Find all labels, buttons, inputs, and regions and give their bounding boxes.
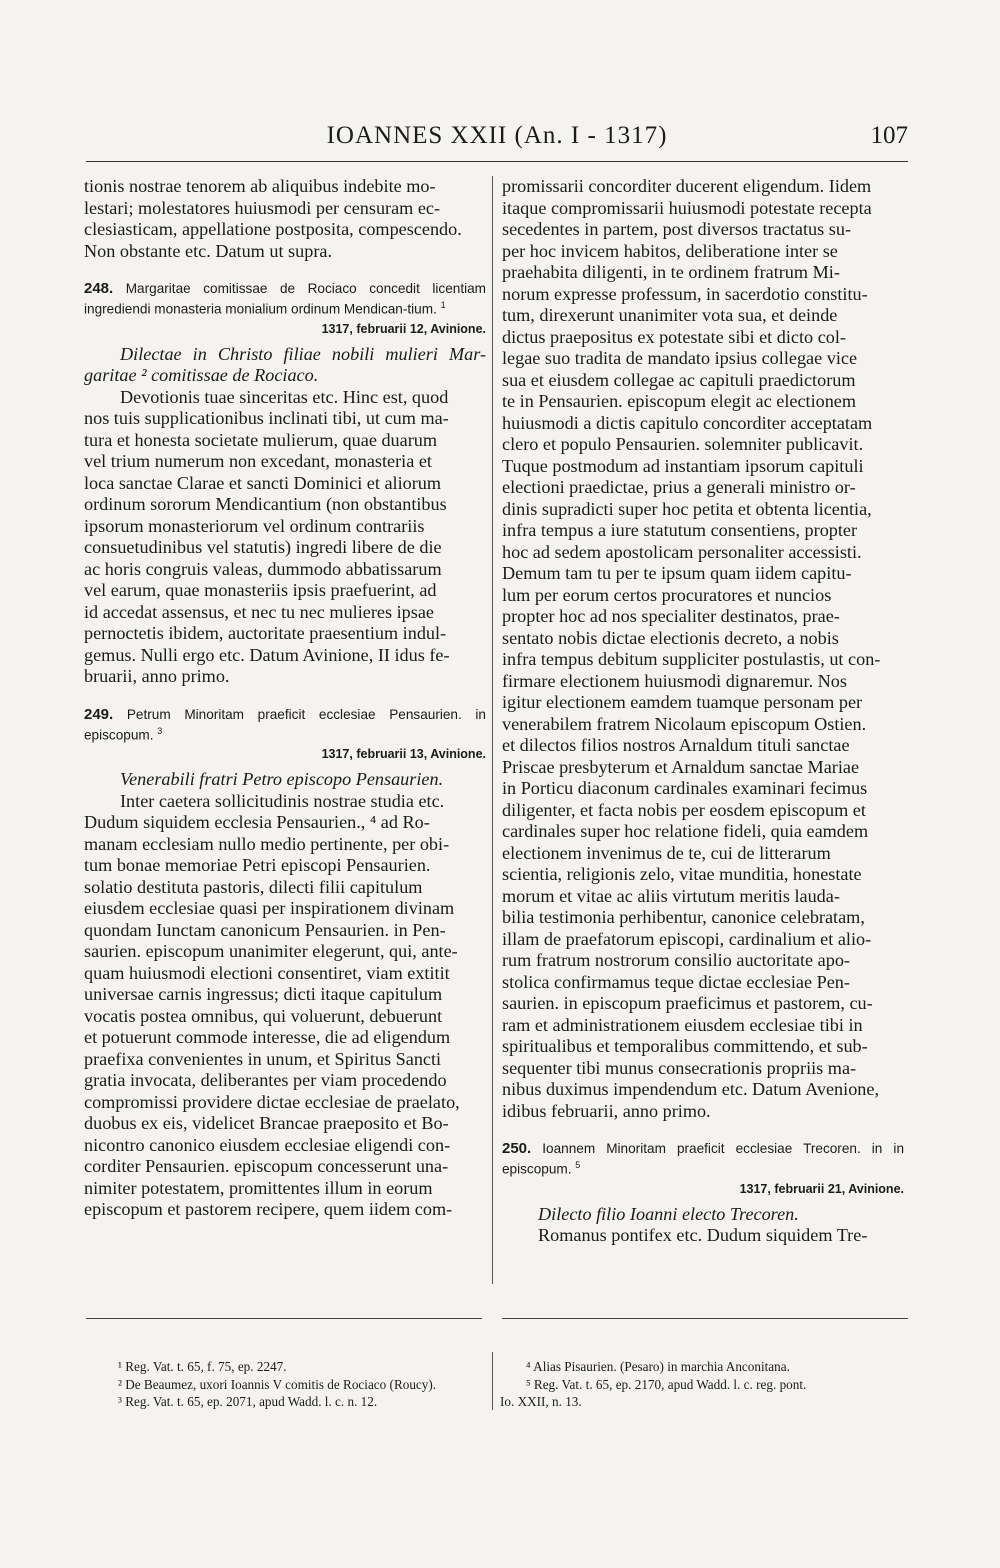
footnote-ref: 1 [440, 300, 446, 310]
text-line: Demum tam tu per te ipsum quam iidem capitu- [502, 563, 852, 583]
text-line: rum fratrum nostrorum consilio auctoritate apo- [502, 950, 850, 970]
footnote: ⁵ Reg. Vat. t. 65, ep. 2170, apud Wadd. l. c. reg. pont. [526, 1376, 807, 1392]
text-line: id accedat assensus, et nec tu nec mulieres ipsae [84, 601, 434, 622]
column-divider [492, 176, 493, 1284]
text-line: cardinales super hoc relatione fideli, quia eamdem [502, 821, 869, 841]
text-line: Inter caetera sollicitudinis nostrae studia etc. [120, 790, 445, 811]
text-line: tum, direxerunt unanimiter vota sua, et deinde [502, 305, 838, 325]
text-line: sua et eiusdem collegae ac capituli praedictorum [502, 369, 856, 390]
text-line: corditer Pensaurien. episcopum concesserunt una- [84, 1156, 449, 1177]
entry-number: 249. [84, 705, 114, 723]
entry-248 [84, 281, 486, 688]
text-line: clesiasticam, appellatione postposita, compescendo. [84, 219, 462, 239]
text-line: clero et populo Pensaurien. solemniter publicavit. [502, 434, 864, 454]
text-line: Non obstante etc. Datum ut supra. [84, 240, 333, 261]
text-line: episcopum et pastorem recipere, quem iidem com- [84, 1199, 453, 1220]
right-column [502, 176, 904, 1247]
text-line: ordinum sororum Mendicantium (non obstantibus [84, 494, 447, 515]
footnotes-left [118, 1358, 488, 1411]
text-line: Priscae presbyterum et Arnaldum sanctae Mariae [502, 756, 860, 777]
text-line: Tuque postmodum ad instantiam ipsorum capituli [502, 455, 864, 476]
text-line: tum bonae memoriae Petri episcopi Pensaurien. [84, 855, 431, 876]
entry-250 [502, 1141, 904, 1247]
text-line: quondam Iunctam canonicum Pensaurien. in Pen- [84, 919, 446, 940]
entry-summary-text: Ioannem Minoritam praeficit ecclesiae Trecoren. in in episcopum. [502, 1141, 904, 1177]
text-line: duobus ex eis, videlicet Brancae praeposito et Bo- [84, 1113, 449, 1134]
text-line: praefixa convenientes in unum, et Spiritus Sancti [84, 1048, 442, 1069]
text-line: pernoctetis ibidem, auctoritate praesentium indul- [84, 623, 447, 644]
text-line: nibus duximus impendendum etc. Datum Avenione, [502, 1079, 879, 1099]
text-line: venerabilem fratrem Nicolaum episcopum Ostien. [502, 713, 867, 734]
entry-summary [502, 1141, 904, 1178]
text-line: scientia, religionis zelo, vitae munditia, honestate [502, 864, 862, 884]
entry-date: 1317, februarii 12, Avinione. [321, 321, 486, 336]
footnote-ref: 3 [157, 725, 163, 736]
text-line: nimiter potestatem, promittentes illum in eorum [84, 1177, 433, 1198]
text-line: tura et honesta societate mulierum, quae duarum [84, 429, 438, 450]
entry-summary-text: Petrum Minoritam praeficit ecclesiae Pensaurien. in episcopum. [84, 706, 486, 743]
text-line: vocatis postea omnibus, qui voluerunt, debuerunt [84, 1005, 443, 1026]
text-line: ram et administrationem eiusdem ecclesiae tibi in [502, 1014, 863, 1035]
text-line: solatio destituta pastoris, dilecti filii capitulum [84, 876, 423, 897]
footnote-ref: 5 [575, 1160, 581, 1170]
text-line: lestari; molestatores huiusmodi per censuram ec- [84, 197, 441, 218]
text-line: stolica confirmamus teque dictae ecclesiae Pen- [502, 971, 850, 992]
entry-number: 250. [502, 1140, 532, 1157]
entry-summary-text: Margaritae comitissae de Rociaco concedit licentiam ingrediendi monasteria monialium ordinum Mendican-tium. [84, 281, 487, 317]
text-line: gemus. Nulli ergo etc. Datum Avinione, II idus fe- [84, 644, 450, 665]
text-line: promissarii concorditer ducerent eligendum. Iidem [502, 176, 872, 196]
text-line: electionem invenimus de te, cui de litterarum [502, 842, 831, 863]
text-line: infra tempus a iure statutum consentiens, propter [502, 520, 858, 540]
entry-addressee: Dilecto filio Ioanni electo Trecoren. [538, 1203, 799, 1224]
text-line: dinis supradicti super hoc petita et obtenta licentia, [502, 498, 872, 519]
entry-summary [84, 281, 486, 318]
entry-body [84, 387, 486, 688]
entry-addressee: Venerabili fratri Petro episcopo Pensaurien. [120, 769, 444, 790]
text-line: firmare electionem huiusmodi dignaremur. Nos [502, 670, 847, 691]
text-line: manam ecclesiam nullo medio pertinente, per obi- [84, 833, 450, 854]
text-line: bilia testimonia perhibentur, canonice celebratam, [502, 907, 865, 927]
text-line: itaque compromissarii huiusmodi potestate recepta [502, 197, 872, 218]
text-line: nicontro canonico eiusdem ecclesiae eligendi con- [84, 1134, 451, 1155]
left-column [84, 176, 486, 1221]
text-line: et dilectos filios nostros Arnaldum tituli sanctae [502, 735, 850, 755]
entry-body [502, 1225, 904, 1247]
entry-number: 248. [84, 280, 114, 297]
entry-addressee: Dilectae in Christo filiae nobili mulieri Mar-garitae ² comitissae de Rociaco. [84, 343, 486, 386]
page-header [86, 118, 908, 158]
text-line: sequenter tibi munus consecrationis propriis ma- [502, 1057, 857, 1078]
entry-summary [84, 707, 486, 744]
entry-date: 1317, februarii 13, Avinione. [321, 747, 486, 762]
text-line: morum et vitae ac aliis virtutum meritis lauda- [502, 885, 840, 906]
text-line: consuetudinibus vel statutis) ingredi libere de die [84, 537, 442, 558]
text-line: idibus februarii, anno primo. [502, 1100, 711, 1121]
text-line: vel earum, quae monasteriis ipsis praefuerint, ad [84, 580, 437, 601]
text-line: universae carnis ingressus; dicti itaque capitulum [84, 984, 443, 1005]
text-line: eiusdem ecclesiae quasi per inspirationem divinam [84, 898, 455, 919]
footnotes-right [500, 1358, 908, 1411]
footnote-rule [502, 1318, 908, 1319]
text-line: hoc ad sedem apostolicam personaliter accessisti. [502, 541, 862, 562]
text-line: bruarii, anno primo. [84, 666, 230, 687]
text-line: per hoc invicem habitos, deliberatione inter se [502, 240, 838, 261]
footnote: ⁴ Alias Pisaurien. (Pesaro) in marchia Anconitana. [526, 1359, 790, 1374]
text-line: quam huiusmodi electioni consentiret, viam extitit [84, 962, 450, 983]
text-line: te in Pensaurien. episcopum elegit ac electionem [502, 391, 857, 411]
footnote-divider [492, 1352, 493, 1410]
continuation-text [502, 176, 904, 1122]
text-line: norum expresse professum, in sacerdotio constitu- [502, 283, 868, 304]
text-line: infra tempus debitum suppliciter postulastis, ut con- [502, 649, 881, 669]
text-line: nos tuis supplicationibus inclinati tibi, ut cum ma- [84, 408, 449, 429]
text-line: illam de praefatorum episcopi, cardinalium et alio- [502, 928, 872, 949]
text-line: Romanus pontifex etc. Dudum siquidem Tre- [538, 1225, 868, 1246]
text-line: compromissi providere dictae ecclesiae de praelato, [84, 1091, 460, 1112]
text-line: saurien. episcopum unanimiter elegerunt, qui, ante- [84, 941, 458, 962]
text-line: electioni praedictae, prius a generali ministro or- [502, 477, 856, 497]
text-line: diligenter, et facta nobis per eosdem episcopum et [502, 799, 866, 820]
text-line: huiusmodi a dictis capitulo concorditer acceptatam [502, 412, 873, 433]
text-line: saurien. in episcopum praeficimus et pastorem, cu- [502, 993, 873, 1013]
text-line: Devotionis tuae sinceritas etc. Hinc est, quod [120, 386, 449, 407]
text-line: lum per eorum certos procuratores et nuncios [502, 584, 832, 605]
running-title: IOANNES XXII (An. I - 1317) [326, 122, 668, 149]
text-line: ac horis congruis valeas, dummodo abbatissarum [84, 558, 442, 579]
text-line: igitur electionem eamdem tuamque personam per [502, 692, 863, 712]
text-line: loca sanctae Clarae et sancti Dominici et aliorum [84, 472, 442, 493]
entry-body [84, 791, 486, 1221]
text-line: in Porticu diaconum cardinales examinari fecimus [502, 778, 868, 798]
footnote: Io. XXII, n. 13. [500, 1394, 582, 1409]
footnote: ³ Reg. Vat. t. 65, ep. 2071, apud Wadd. l. c. n. 12. [118, 1394, 378, 1409]
header-rule [86, 161, 908, 162]
text-line: et potuerunt commode interesse, die ad eligendum [84, 1027, 451, 1048]
text-line: dictus praepositus ex potestate sibi et dicto col- [502, 326, 846, 347]
text-line: gratia invocata, deliberantes per viam procedendo [84, 1070, 447, 1091]
continuation-text [84, 176, 486, 262]
text-line: spiritualibus et temporalibus committendo, et sub- [502, 1036, 868, 1056]
text-line: Dudum siquidem ecclesia Pensaurien., ⁴ ad Ro- [84, 812, 430, 833]
text-line: vel trium numerum non excedant, monasteria et [84, 451, 432, 472]
text-line: secedentes in partem, post diversos tractatus su- [502, 219, 851, 239]
footnote: ¹ Reg. Vat. t. 65, f. 75, ep. 2247. [118, 1359, 287, 1374]
text-line: tionis nostrae tenorem ab aliquibus indebite mo- [84, 176, 436, 196]
footnote: ² De Beaumez, uxori Ioannis V comitis de Rociaco (Roucy). [118, 1376, 437, 1392]
text-line: legae suo tradita de mandato ipsius collegae vice [502, 348, 858, 368]
text-line: propter hoc ad nos specialiter destinatos, prae- [502, 606, 840, 626]
footnote-rule [86, 1318, 482, 1319]
entry-249 [84, 707, 486, 1221]
text-line: praehabita diligenti, in te ordinem fratrum Mi- [502, 262, 840, 282]
page-number: 107 [870, 122, 908, 149]
text-line: ipsorum monasteriorum vel ordinum contrariis [84, 515, 425, 536]
text-line: sentato nobis dictae electionis decreto, a nobis [502, 627, 839, 648]
entry-date: 1317, februarii 21, Avinione. [739, 1181, 904, 1196]
